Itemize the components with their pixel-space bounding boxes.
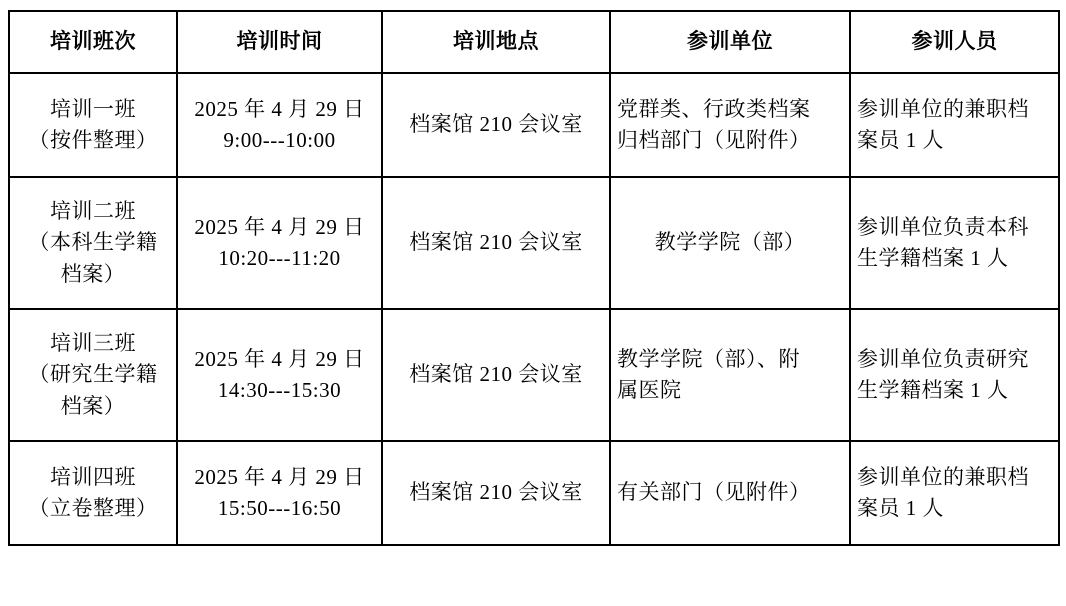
class-name-line: 培训三班 (50, 330, 136, 355)
class-note-line-2: 档案） (60, 393, 126, 418)
column-header-people: 参训人员 (850, 11, 1059, 73)
cell-class (9, 441, 177, 545)
place-line: 档案馆 210 会议室 (409, 480, 583, 505)
unit-line-1: 教学学院（部）、附 (617, 346, 800, 371)
cell-class (9, 177, 177, 309)
people-line-2: 生学籍档案 1 人 (857, 378, 1009, 402)
people-line-1: 参训单位的兼职档 (857, 464, 1029, 489)
cell-time (177, 177, 382, 309)
cell-time (177, 309, 382, 441)
place-line: 档案馆 210 会议室 (409, 112, 583, 137)
time-date-line: 2025 年 4 月 29 日 (194, 346, 365, 371)
cell-people (850, 309, 1059, 441)
cell-people (850, 73, 1059, 177)
unit-line-1: 党群类、行政类档案 (617, 96, 811, 121)
table-row (9, 309, 1059, 441)
cell-time (177, 441, 382, 545)
time-date-line: 2025 年 4 月 29 日 (194, 214, 365, 239)
class-name-line: 培训四班 (50, 464, 136, 489)
time-range-line: 15:50---16:50 (217, 496, 342, 520)
people-line-2: 生学籍档案 1 人 (857, 246, 1009, 270)
cell-class (9, 309, 177, 441)
time-date-line: 2025 年 4 月 29 日 (194, 464, 365, 489)
class-note-line: （立卷整理） (28, 496, 158, 520)
table-row (9, 177, 1059, 309)
cell-class (9, 73, 177, 177)
place-line: 档案馆 210 会议室 (409, 230, 583, 255)
column-header-unit: 参训单位 (610, 11, 850, 73)
unit-line-1: 有关部门（见附件） (617, 480, 811, 505)
cell-people (850, 177, 1059, 309)
table-header (9, 11, 1059, 73)
cell-unit (610, 441, 850, 545)
cell-place (382, 177, 610, 309)
people-line-2: 案员 1 人 (857, 496, 944, 520)
training-schedule-table (8, 10, 1060, 546)
unit-line-2: 属医院 (617, 378, 682, 402)
cell-time (177, 73, 382, 177)
cell-place (382, 309, 610, 441)
class-note-line: （本科生学籍 (28, 230, 158, 255)
column-header-class: 培训班次 (9, 11, 177, 73)
table-row (9, 441, 1059, 545)
column-header-time: 培训时间 (177, 11, 382, 73)
time-date-line: 2025 年 4 月 29 日 (194, 96, 365, 121)
cell-place (382, 73, 610, 177)
cell-people (850, 441, 1059, 545)
people-line-1: 参训单位的兼职档 (857, 96, 1029, 121)
cell-place (382, 441, 610, 545)
table-row (9, 73, 1059, 177)
cell-unit (610, 73, 850, 177)
class-note-line: （研究生学籍 (28, 362, 158, 387)
class-note-line: （按件整理） (28, 128, 158, 152)
place-line: 档案馆 210 会议室 (409, 362, 583, 387)
column-header-place: 培训地点 (382, 11, 610, 73)
unit-line-2: 归档部门（见附件） (617, 128, 811, 152)
time-range-line: 9:00---10:00 (223, 128, 336, 152)
table-header-row (9, 11, 1059, 73)
class-name-line: 培训二班 (50, 198, 136, 223)
cell-unit (610, 309, 850, 441)
cell-unit (610, 177, 850, 309)
people-line-1: 参训单位负责本科 (857, 214, 1029, 239)
time-range-line: 10:20---11:20 (218, 246, 341, 270)
class-name-line: 培训一班 (50, 96, 136, 121)
table-body (9, 73, 1059, 545)
people-line-2: 案员 1 人 (857, 128, 944, 152)
time-range-line: 14:30---15:30 (217, 378, 342, 402)
unit-line-1: 教学学院（部） (654, 230, 806, 255)
class-note-line-2: 档案） (60, 261, 126, 286)
people-line-1: 参训单位负责研究 (857, 346, 1029, 371)
